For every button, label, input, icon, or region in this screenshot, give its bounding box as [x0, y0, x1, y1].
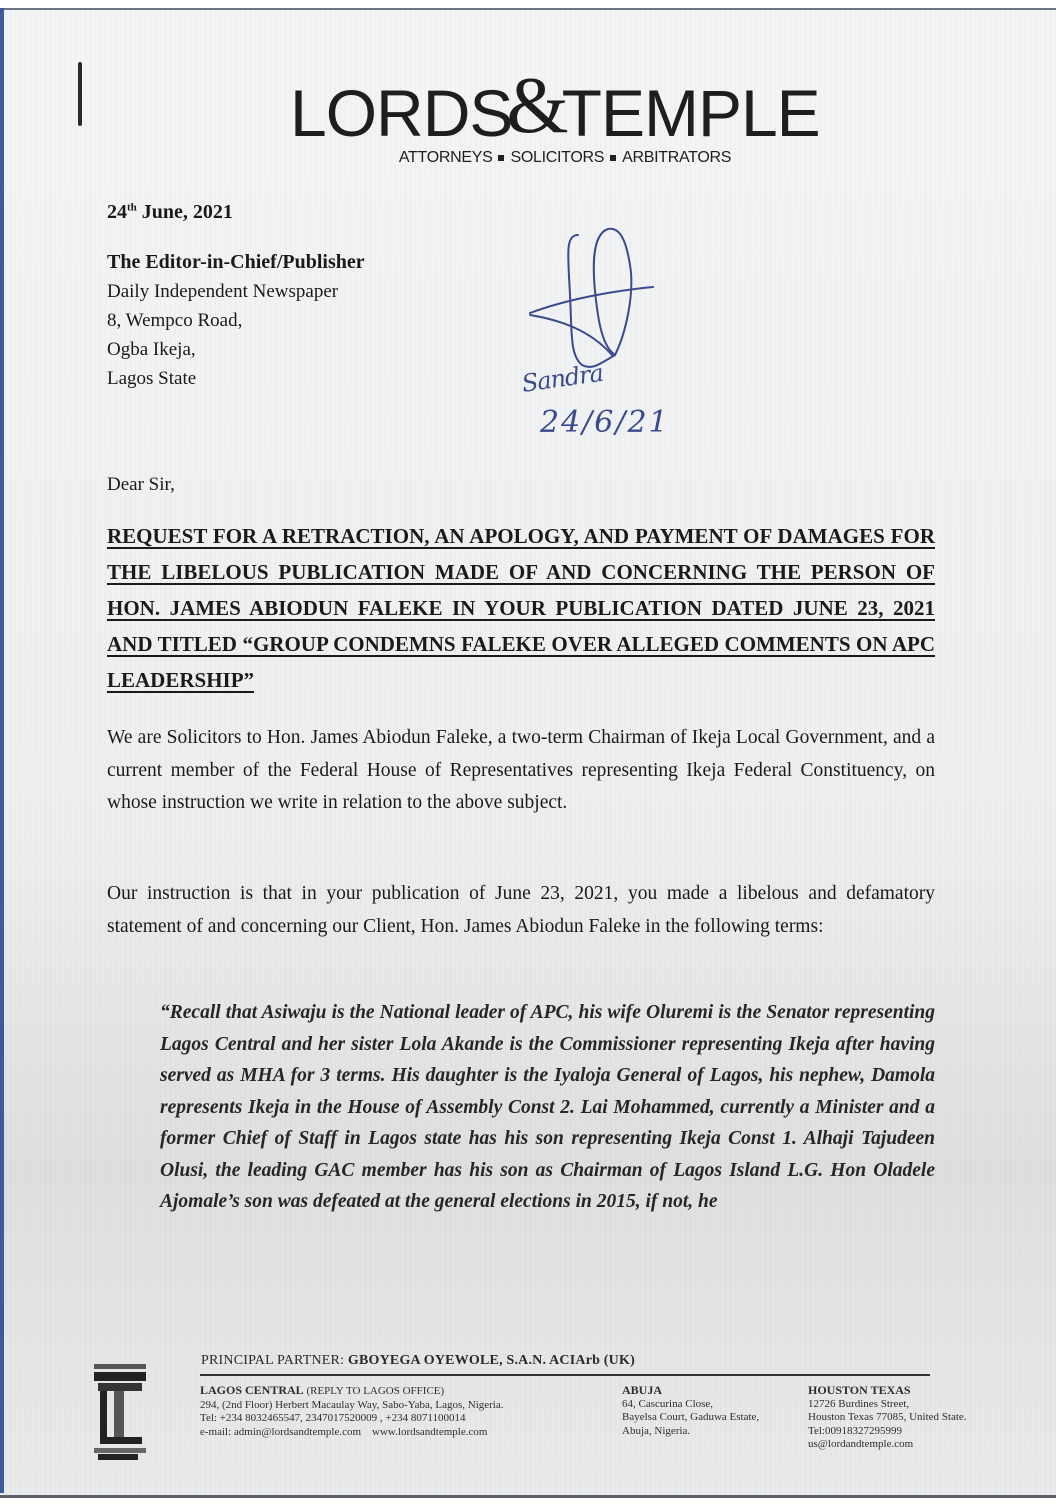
office-heading: LAGOS CENTRAL: [200, 1383, 304, 1397]
date-suffix: th: [127, 201, 137, 214]
office-email[interactable]: us@lordandtemple.com: [808, 1438, 914, 1450]
logo-word-right: TEMPLE: [561, 76, 820, 150]
address-line: 8, Wempco Road,: [107, 310, 243, 331]
bullet-icon: [610, 155, 616, 161]
office-contact[interactable]: e-mail: admin@lordsandtemple.com www.lordsandtemple.com: [200, 1425, 488, 1438]
tagline-item: ATTORNEYS: [398, 149, 493, 166]
date-rest: June, 2021: [136, 201, 233, 223]
firm-tagline: [345, 148, 785, 168]
office-heading: ABUJA: [622, 1383, 663, 1397]
signature-name: Sandra: [520, 358, 605, 398]
date-day: 24: [107, 201, 127, 223]
partner-label: PRINCIPAL PARTNER:: [201, 1353, 348, 1368]
address-line: Ogba Ikeja,: [107, 339, 196, 360]
footer-divider: [200, 1374, 930, 1376]
salutation: Dear Sir,: [107, 474, 175, 495]
office-houston: [808, 1384, 1048, 1452]
body-paragraph-2: Our instruction is that in your publication of June 23, 2021, you made a libelous and defamatory statement of and concerning our Client, Hon. James Abiodun Faleke in the following terms:: [107, 883, 935, 937]
principal-partner: [201, 1352, 635, 1370]
office-lagos: [200, 1384, 610, 1439]
office-abuja: [622, 1384, 800, 1438]
signature-date: 24/6/21: [540, 405, 670, 440]
letter-subject: REQUEST FOR A RETRACTION, AN APOLOGY, AND PAYMENT OF DAMAGES FOR THE LIBELOUS PUBLICATION MADE OF AND CONCERNING THE PERSON OF HON. JAMES ABIODUN FALEKE IN YOUR PUBLICATION DATED JUNE 23, 2021 AND TITLED “GROUP CONDEMNS FALEKE OVER ALLEGED COMMENTS ON APC LEADERSHIP”: [107, 524, 935, 692]
footer-logo-icon: [94, 1364, 146, 1464]
received-signature: [520, 215, 740, 375]
logo-ampersand: &: [506, 62, 568, 150]
office-line: 12726 Burdines Street,: [808, 1397, 910, 1410]
logo-word-left: LORDS: [290, 76, 513, 150]
firm-logo: [290, 62, 820, 150]
body-paragraph-1: We are Solicitors to Hon. James Abiodun Faleke, a two-term Chairman of Ikeja Local Government, and a current member of the Federal House of Representatives representing Ikeja Federal Constituency, on whose instruction we write in relation to the above subject.: [107, 727, 935, 813]
quoted-statement: “Recall that Asiwaju is the National leader of APC, his wife Oluremi is the Senator representing Lagos Central and her sister Lola Akande is the Commissioner representing Ikeja after having served as MHA for 3 terms. His daughter is the Iyaloja General of Lagos, his nephew, Damola represents Ikeja in the House of Assembly Const 2. Lai Mohammed, currently a Minister and a former Chief of Staff in Lagos state has his son representing Ikeja Const 1. Alhaji Tajudeen Olusi, the leading GAC member has his son as Chairman of Lagos Island L.G. Hon Oladele Ajomale’s son was defeated at the general elections in 2015, if not, he: [160, 1002, 935, 1212]
partner-name: GBOYEGA OYEWOLE, S.A.N. ACIArb (UK): [347, 1353, 635, 1368]
address-line: Daily Independent Newspaper: [107, 281, 339, 302]
office-note: (REPLY TO LAGOS OFFICE): [303, 1385, 445, 1397]
office-line: Abuja, Nigeria.: [622, 1424, 691, 1437]
recipient-address: [107, 248, 365, 393]
office-line: 64, Cascurina Close,: [622, 1397, 714, 1410]
margin-mark: [78, 62, 82, 126]
office-heading: HOUSTON TEXAS: [808, 1383, 911, 1397]
tagline-item: SOLICITORS: [510, 149, 605, 166]
letter-date: [107, 200, 233, 224]
address-line: Lagos State: [107, 368, 197, 389]
office-line: Bayelsa Court, Gaduwa Estate,: [622, 1411, 760, 1423]
recipient-title: The Editor-in-Chief/Publisher: [107, 251, 365, 273]
office-phone: Tel:00918327295999: [808, 1424, 902, 1437]
scan-edge: [0, 8, 4, 1493]
office-phone: Tel: +234 8032465547, 2347017520009 , +234 8071100014: [200, 1412, 466, 1424]
office-line: Houston Texas 77085, United State.: [808, 1411, 967, 1423]
bullet-icon: [498, 155, 504, 161]
office-line: 294, (2nd Floor) Herbert Macaulay Way, Sabo-Yaba, Lagos, Nigeria.: [200, 1398, 504, 1411]
signature-stroke: [530, 287, 653, 313]
tagline-item: ARBITRATORS: [622, 149, 732, 166]
